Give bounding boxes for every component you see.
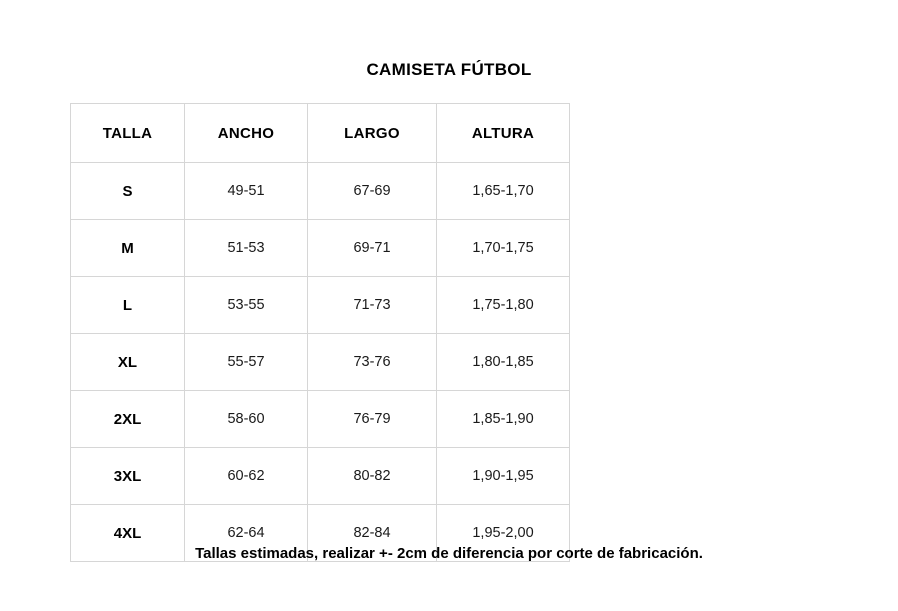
cell-altura: 1,90-1,95 <box>437 448 570 505</box>
cell-altura: 1,80-1,85 <box>437 334 570 391</box>
page-title: CAMISETA FÚTBOL <box>366 60 532 79</box>
table-row <box>71 334 570 391</box>
size-table-container <box>70 103 565 562</box>
cell-talla: 4XL <box>71 505 185 562</box>
cell-largo: 67-69 <box>308 163 437 220</box>
cell-largo: 82-84 <box>308 505 437 562</box>
cell-talla: 3XL <box>71 448 185 505</box>
column-header-largo: LARGO <box>308 104 437 163</box>
cell-ancho: 58-60 <box>185 391 308 448</box>
cell-largo: 69-71 <box>308 220 437 277</box>
table-header-row <box>71 104 570 163</box>
cell-talla: S <box>71 163 185 220</box>
table-row <box>71 220 570 277</box>
footnote-text: Tallas estimadas, realizar +- 2cm de diferencia por corte de fabricación. <box>195 545 703 562</box>
cell-ancho: 51-53 <box>185 220 308 277</box>
cell-ancho: 60-62 <box>185 448 308 505</box>
cell-altura: 1,70-1,75 <box>437 220 570 277</box>
cell-largo: 71-73 <box>308 277 437 334</box>
cell-altura: 1,85-1,90 <box>437 391 570 448</box>
column-header-ancho: ANCHO <box>185 104 308 163</box>
size-table <box>70 103 570 562</box>
table-row <box>71 277 570 334</box>
cell-largo: 73-76 <box>308 334 437 391</box>
table-body <box>71 163 570 562</box>
table-row <box>71 163 570 220</box>
cell-talla: M <box>71 220 185 277</box>
cell-largo: 80-82 <box>308 448 437 505</box>
cell-ancho: 49-51 <box>185 163 308 220</box>
cell-altura: 1,65-1,70 <box>437 163 570 220</box>
table-row <box>71 391 570 448</box>
cell-ancho: 55-57 <box>185 334 308 391</box>
cell-largo: 76-79 <box>308 391 437 448</box>
cell-ancho: 62-64 <box>185 505 308 562</box>
cell-talla: XL <box>71 334 185 391</box>
cell-altura: 1,95-2,00 <box>437 505 570 562</box>
column-header-talla: TALLA <box>71 104 185 163</box>
cell-ancho: 53-55 <box>185 277 308 334</box>
table-header <box>71 104 570 163</box>
cell-talla: L <box>71 277 185 334</box>
cell-altura: 1,75-1,80 <box>437 277 570 334</box>
cell-talla: 2XL <box>71 391 185 448</box>
column-header-altura: ALTURA <box>437 104 570 163</box>
table-row <box>71 448 570 505</box>
